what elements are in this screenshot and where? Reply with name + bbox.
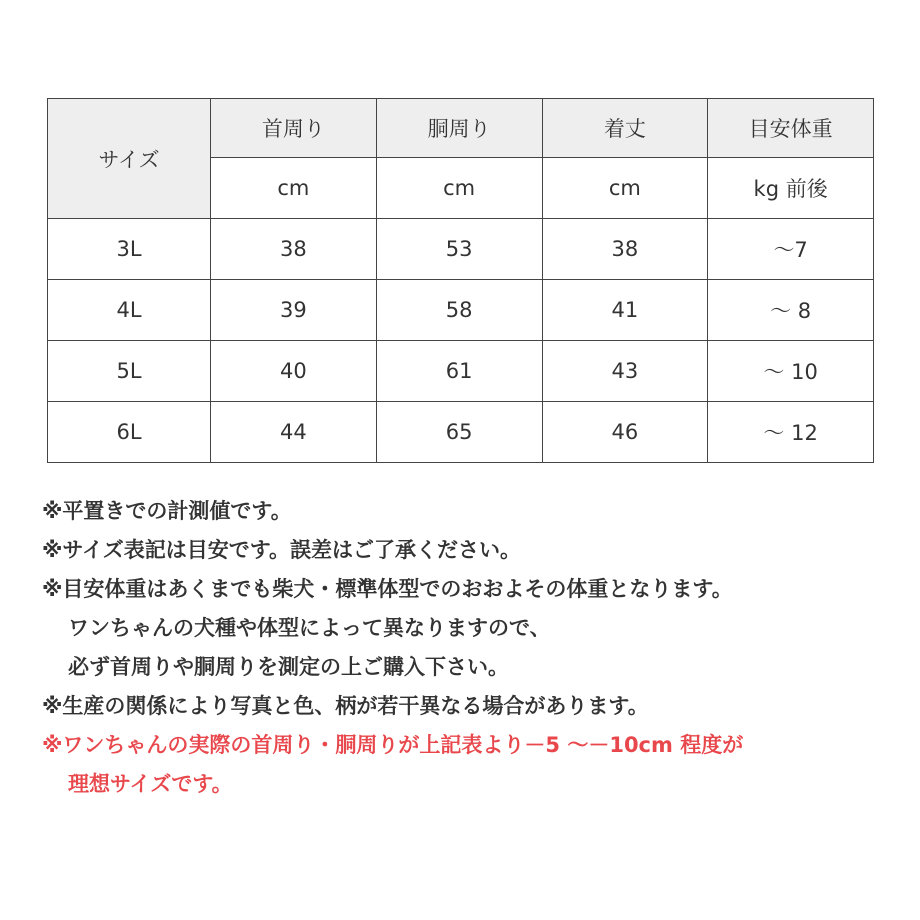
table-row: [48, 219, 874, 280]
unit-neck: cm: [211, 158, 377, 219]
note-production: ※生産の関係により写真と色、柄が若干異なる場合があります。: [42, 694, 649, 718]
note-weight-guide: ※目安体重はあくまでも柴犬・標準体型でのおおよその体重となります。: [42, 577, 733, 601]
cell-weight: ～ 12: [708, 402, 874, 463]
cell-chest: 61: [376, 341, 542, 402]
note-ideal-size-cont: 理想サイズです。: [68, 772, 233, 796]
notes: [42, 492, 902, 804]
cell-chest: 58: [376, 280, 542, 341]
cell-chest: 53: [376, 219, 542, 280]
table-row: [48, 402, 874, 463]
unit-chest: cm: [376, 158, 542, 219]
cell-neck: 38: [211, 219, 377, 280]
header-row: [48, 99, 874, 158]
cell-length: 38: [542, 219, 708, 280]
header-size: サイズ: [48, 99, 211, 219]
cell-size: 3L: [48, 219, 211, 280]
cell-neck: 39: [211, 280, 377, 341]
cell-length: 43: [542, 341, 708, 402]
note-measurement: ※平置きでの計測値です。: [42, 499, 292, 523]
cell-chest: 65: [376, 402, 542, 463]
header-neck: 首周り: [211, 99, 377, 158]
note-size-approx: ※サイズ表記は目安です。誤差はご了承ください。: [42, 538, 522, 562]
cell-size: 4L: [48, 280, 211, 341]
header-weight: 目安体重: [708, 99, 874, 158]
note-weight-guide-cont2: 必ず首周りや胴周りを測定の上ご購入下さい。: [68, 655, 509, 679]
cell-length: 41: [542, 280, 708, 341]
cell-neck: 40: [211, 341, 377, 402]
cell-weight: ～ 10: [708, 341, 874, 402]
cell-size: 5L: [48, 341, 211, 402]
header-chest: 胴周り: [376, 99, 542, 158]
note-ideal-size: ※ワンちゃんの実際の首周り・胴周りが上記表より－5 ～－10cm 程度が: [42, 733, 744, 757]
header-length: 着丈: [542, 99, 708, 158]
cell-size: 6L: [48, 402, 211, 463]
cell-weight: ～7: [708, 219, 874, 280]
cell-neck: 44: [211, 402, 377, 463]
cell-weight: ～ 8: [708, 280, 874, 341]
cell-length: 46: [542, 402, 708, 463]
unit-length: cm: [542, 158, 708, 219]
size-table: [47, 98, 874, 463]
table-row: [48, 341, 874, 402]
table-row: [48, 280, 874, 341]
note-weight-guide-cont1: ワンちゃんの犬種や体型によって異なりますので、: [68, 616, 551, 640]
unit-weight: kg 前後: [708, 158, 874, 219]
